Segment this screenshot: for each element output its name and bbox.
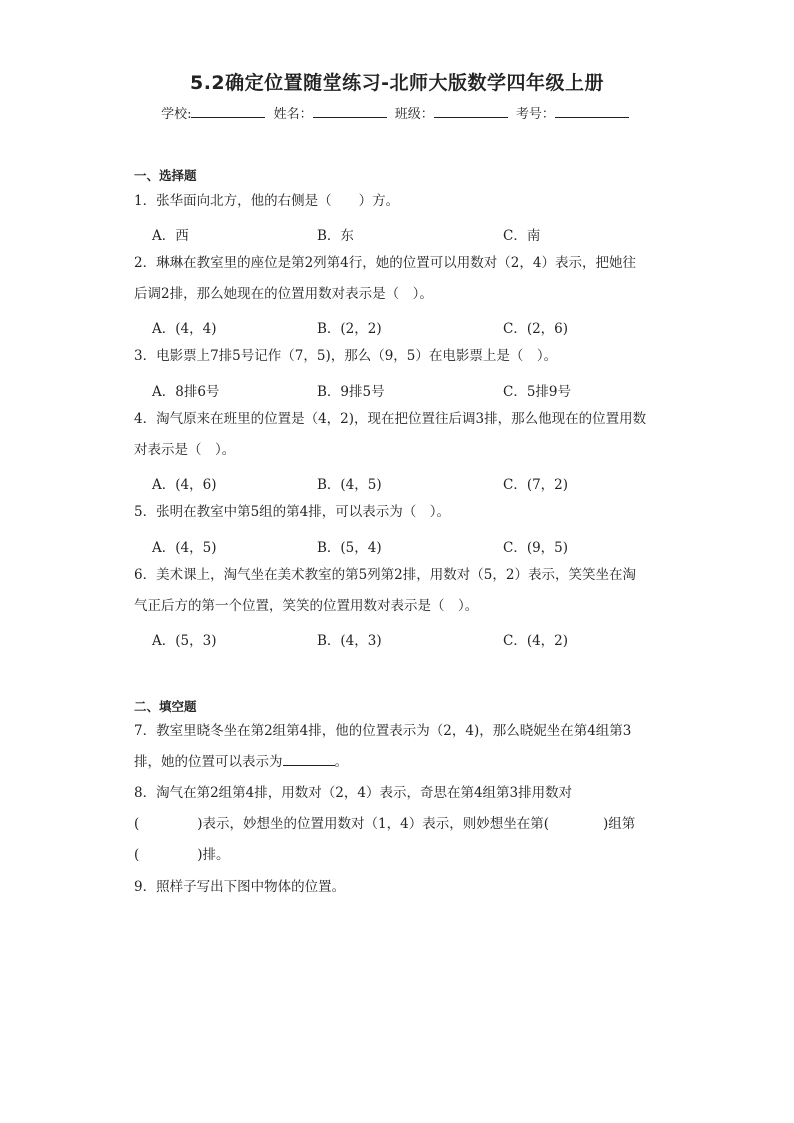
section-heading-fill: 二、填空题 [134,699,197,714]
question-8 [134,778,664,871]
q2-option-c[interactable]: C．(2，6) [503,321,569,337]
school-blank[interactable] [191,105,265,118]
q5-option-c[interactable]: C．(9，5) [503,540,569,556]
question-4-line-2: 对表示是（ ）。 [134,442,236,458]
exam-no-label: 考号： [515,107,555,122]
q2-option-b[interactable]: B．(2，2) [317,321,382,337]
question-7 [134,716,664,778]
q6-option-b[interactable]: B．(4，3) [317,633,382,649]
question-9: 9．照样子写出下图中物体的位置。 [134,879,346,895]
class-blank[interactable] [434,105,508,118]
section-heading-choice: 一、选择题 [134,168,197,183]
q7-answer-blank[interactable] [283,753,335,766]
question-3: 3．电影票上7排5号记作（7，5)，那么（9，5）在电影票上是（ ）。 [134,348,558,364]
question-4 [134,404,664,466]
question-5: 5．张明在教室中第5组的第4排，可以表示为（ ）。 [134,504,451,520]
question-6-line-2: 气正后方的第一个位置，笑笑的位置用数对表示是（ ）。 [134,598,479,614]
page-title: 5.2确定位置随堂练习-北师大版数学四年级上册 [189,72,605,94]
question-8-line-3-end: )排。 [197,847,230,863]
school-label: 学校: [161,107,192,122]
q6-option-c[interactable]: C．(4，2) [503,633,569,649]
q8-paren-open-1: ( [134,816,140,832]
question-8-line-2 [134,809,664,840]
q3-option-a[interactable]: A．8排6号 [152,384,220,400]
question-2 [134,248,664,310]
q3-option-c[interactable]: C．5排9号 [503,384,572,400]
question-8-line-3 [134,840,664,871]
question-2-line-2: 后调2排，那么她现在的位置用数对表示是（ ）。 [134,286,433,302]
q5-option-a[interactable]: A．(4，5) [152,540,217,556]
question-6-line-1: 6．美术课上，淘气坐在美术教室的第5列第2排，用数对（5，2）表示，笑笑坐在淘 [134,567,636,583]
q5-option-b[interactable]: B．(5，4) [317,540,382,556]
question-7-line-2-text: 排，她的位置可以表示为 [134,754,283,770]
question-7-line-1: 7．教室里晓冬坐在第2组第4排，他的位置表示为（2，4)，那么晓妮坐在第4组第3 [134,723,632,739]
q1-option-c[interactable]: C．南 [503,228,541,244]
q1-option-a[interactable]: A．西 [152,228,189,244]
question-6 [134,560,664,622]
question-1: 1．张华面向北方，他的右侧是（ ）方。 [134,193,400,209]
question-7-line-2 [134,747,664,778]
name-blank[interactable] [313,105,387,118]
question-7-line-2-end: 。 [334,754,348,770]
exam-no-blank[interactable] [555,105,629,118]
q4-option-c[interactable]: C．(7，2) [503,477,569,493]
q8-paren-open-3: ( [134,847,140,863]
question-8-line-2-text: )表示，妙想坐的位置用数对（1，4）表示，则妙想坐在第( [197,816,549,832]
question-8-line-2-end: )组第 [603,816,636,832]
question-4-line-1: 4．淘气原来在班里的位置是（4，2)，现在把位置往后调3排，那么他现在的位置用数 [134,411,647,427]
q3-option-b[interactable]: B．9排5号 [317,384,385,400]
name-label: 姓名： [273,107,313,122]
q1-option-b[interactable]: B．东 [317,228,354,244]
q4-option-b[interactable]: B．(4，5) [317,477,382,493]
q6-option-a[interactable]: A．(5，3) [152,633,217,649]
q2-option-a[interactable]: A．(4，4) [152,321,217,337]
q4-option-a[interactable]: A．(4，6) [152,477,217,493]
student-info-line [0,103,794,122]
class-label: 班级： [394,107,434,122]
question-8-line-1: 8．淘气在第2组第4排，用数对（2，4）表示，奇思在第4组第3排用数对 [134,785,573,801]
question-2-line-1: 2．琳琳在教室里的座位是第2列第4行，她的位置可以用数对（2，4）表示，把她往 [134,255,636,271]
